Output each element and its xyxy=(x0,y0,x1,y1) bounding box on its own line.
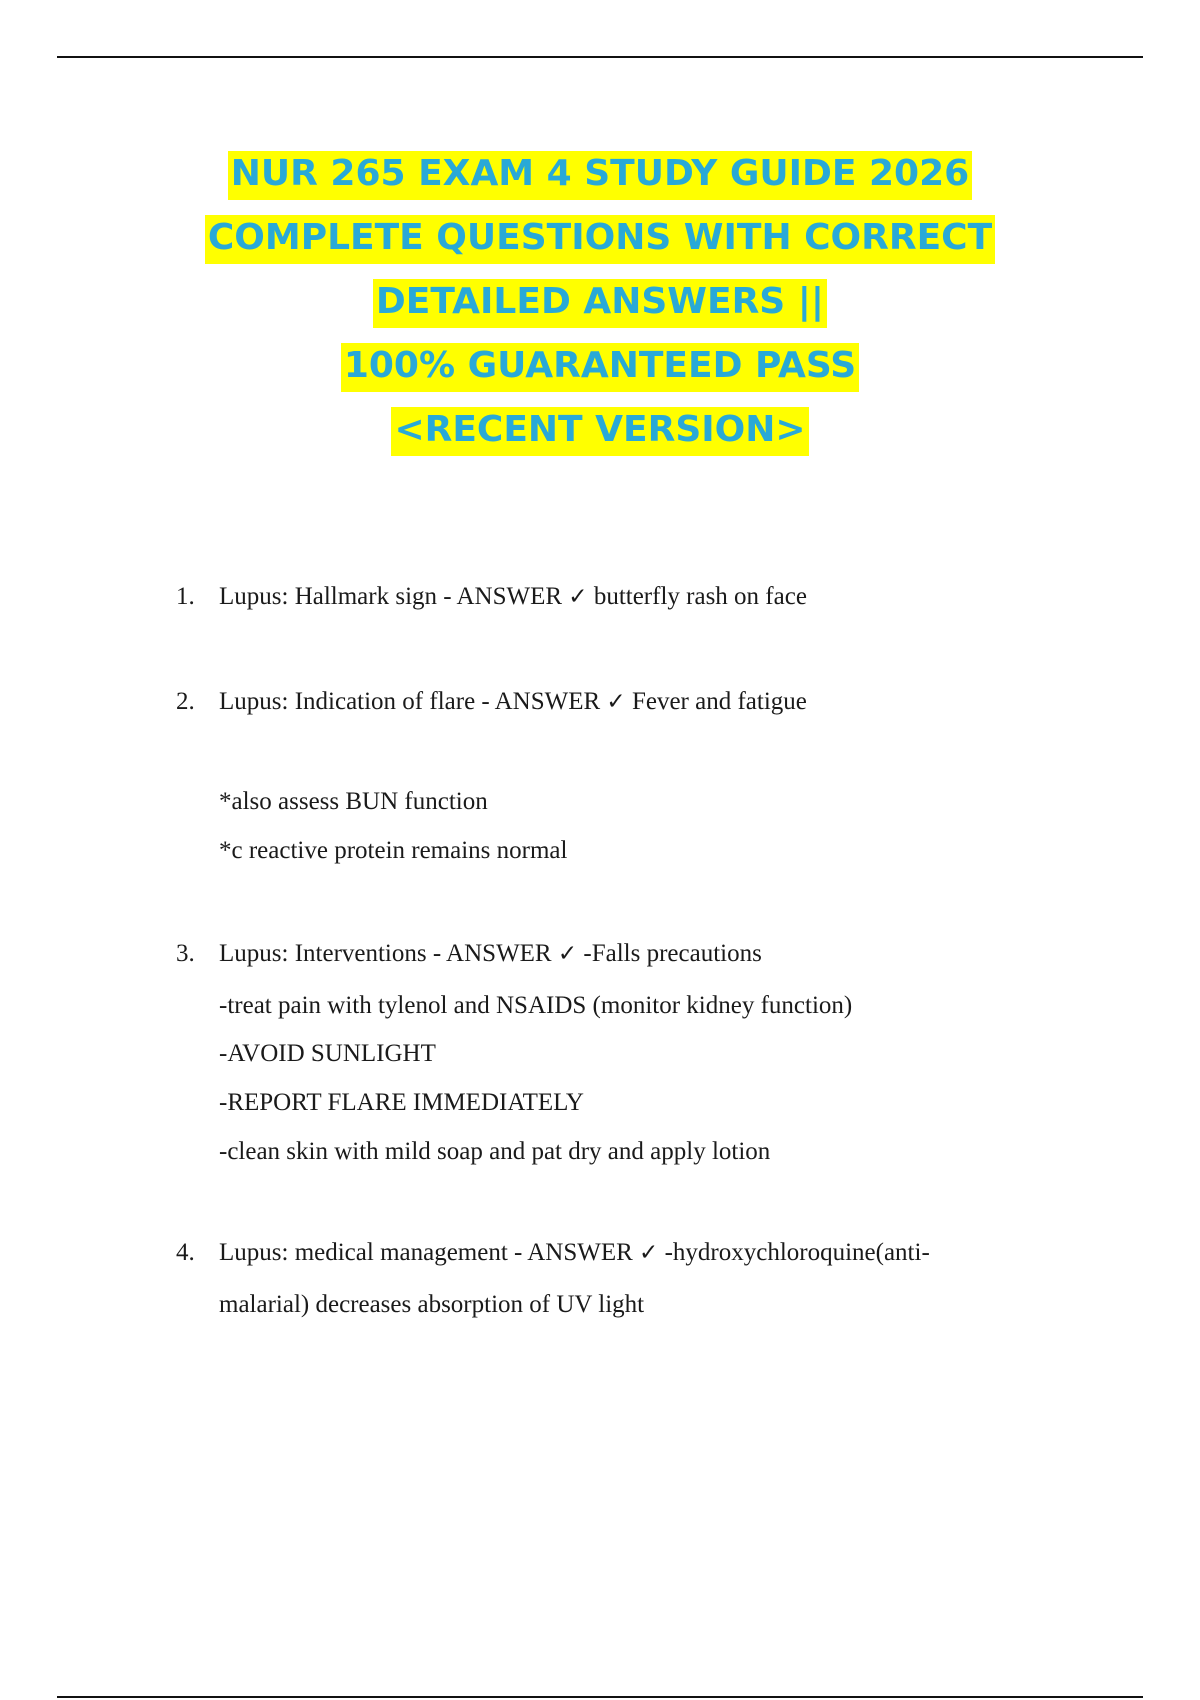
question-line xyxy=(219,939,762,969)
title-line xyxy=(0,338,1200,401)
title-line-text: <RECENT VERSION> xyxy=(391,407,808,456)
answer-continuation: -AVOID SUNLIGHT xyxy=(219,1040,436,1067)
title-line-text: 100% GUARANTEED PASS xyxy=(341,343,859,392)
answer-note: *also assess BUN function xyxy=(219,788,488,815)
question-prompt: Lupus: Hallmark sign - ANSWER xyxy=(219,583,563,610)
question-prompt: Lupus: Interventions - ANSWER xyxy=(219,940,552,967)
title-line xyxy=(0,274,1200,337)
answer-continuation: -treat pain with tylenol and NSAIDS (monitor kidney function) xyxy=(219,992,853,1019)
title-line xyxy=(0,146,1200,209)
question-line xyxy=(219,582,807,612)
title-line-text: DETAILED ANSWERS || xyxy=(373,279,827,328)
top-divider xyxy=(57,56,1143,58)
checkmark-icon: ✓ xyxy=(568,584,588,610)
checkmark-icon: ✓ xyxy=(606,689,626,715)
title-line xyxy=(0,402,1200,465)
question-line xyxy=(219,687,807,717)
title-line xyxy=(0,210,1200,273)
answer-continuation: -clean skin with mild soap and pat dry and apply lotion xyxy=(219,1138,771,1165)
question-answer: Fever and fatigue xyxy=(631,688,807,715)
question-answer: -hydroxychloroquine(anti- xyxy=(664,1239,930,1266)
checkmark-icon: ✓ xyxy=(639,1240,659,1266)
answer-continuation: malarial) decreases absorption of UV light xyxy=(219,1291,645,1318)
question-answer: -Falls precautions xyxy=(583,940,762,967)
question-number: 3. xyxy=(176,940,195,967)
question-answer: butterfly rash on face xyxy=(593,583,807,610)
question-line xyxy=(219,1238,930,1268)
question-prompt: Lupus: medical management - ANSWER xyxy=(219,1239,633,1266)
question-number: 2. xyxy=(176,688,195,715)
title-line-text: COMPLETE QUESTIONS WITH CORRECT xyxy=(205,215,995,264)
answer-note: *c reactive protein remains normal xyxy=(219,837,568,864)
title-line-text: NUR 265 EXAM 4 STUDY GUIDE 2026 xyxy=(228,151,972,200)
document-title xyxy=(0,146,1200,466)
question-number: 1. xyxy=(176,583,195,610)
question-prompt: Lupus: Indication of flare - ANSWER xyxy=(219,688,601,715)
bottom-divider xyxy=(57,1696,1143,1698)
checkmark-icon: ✓ xyxy=(557,941,578,967)
question-number: 4. xyxy=(176,1239,195,1266)
answer-continuation: -REPORT FLARE IMMEDIATELY xyxy=(219,1089,584,1116)
